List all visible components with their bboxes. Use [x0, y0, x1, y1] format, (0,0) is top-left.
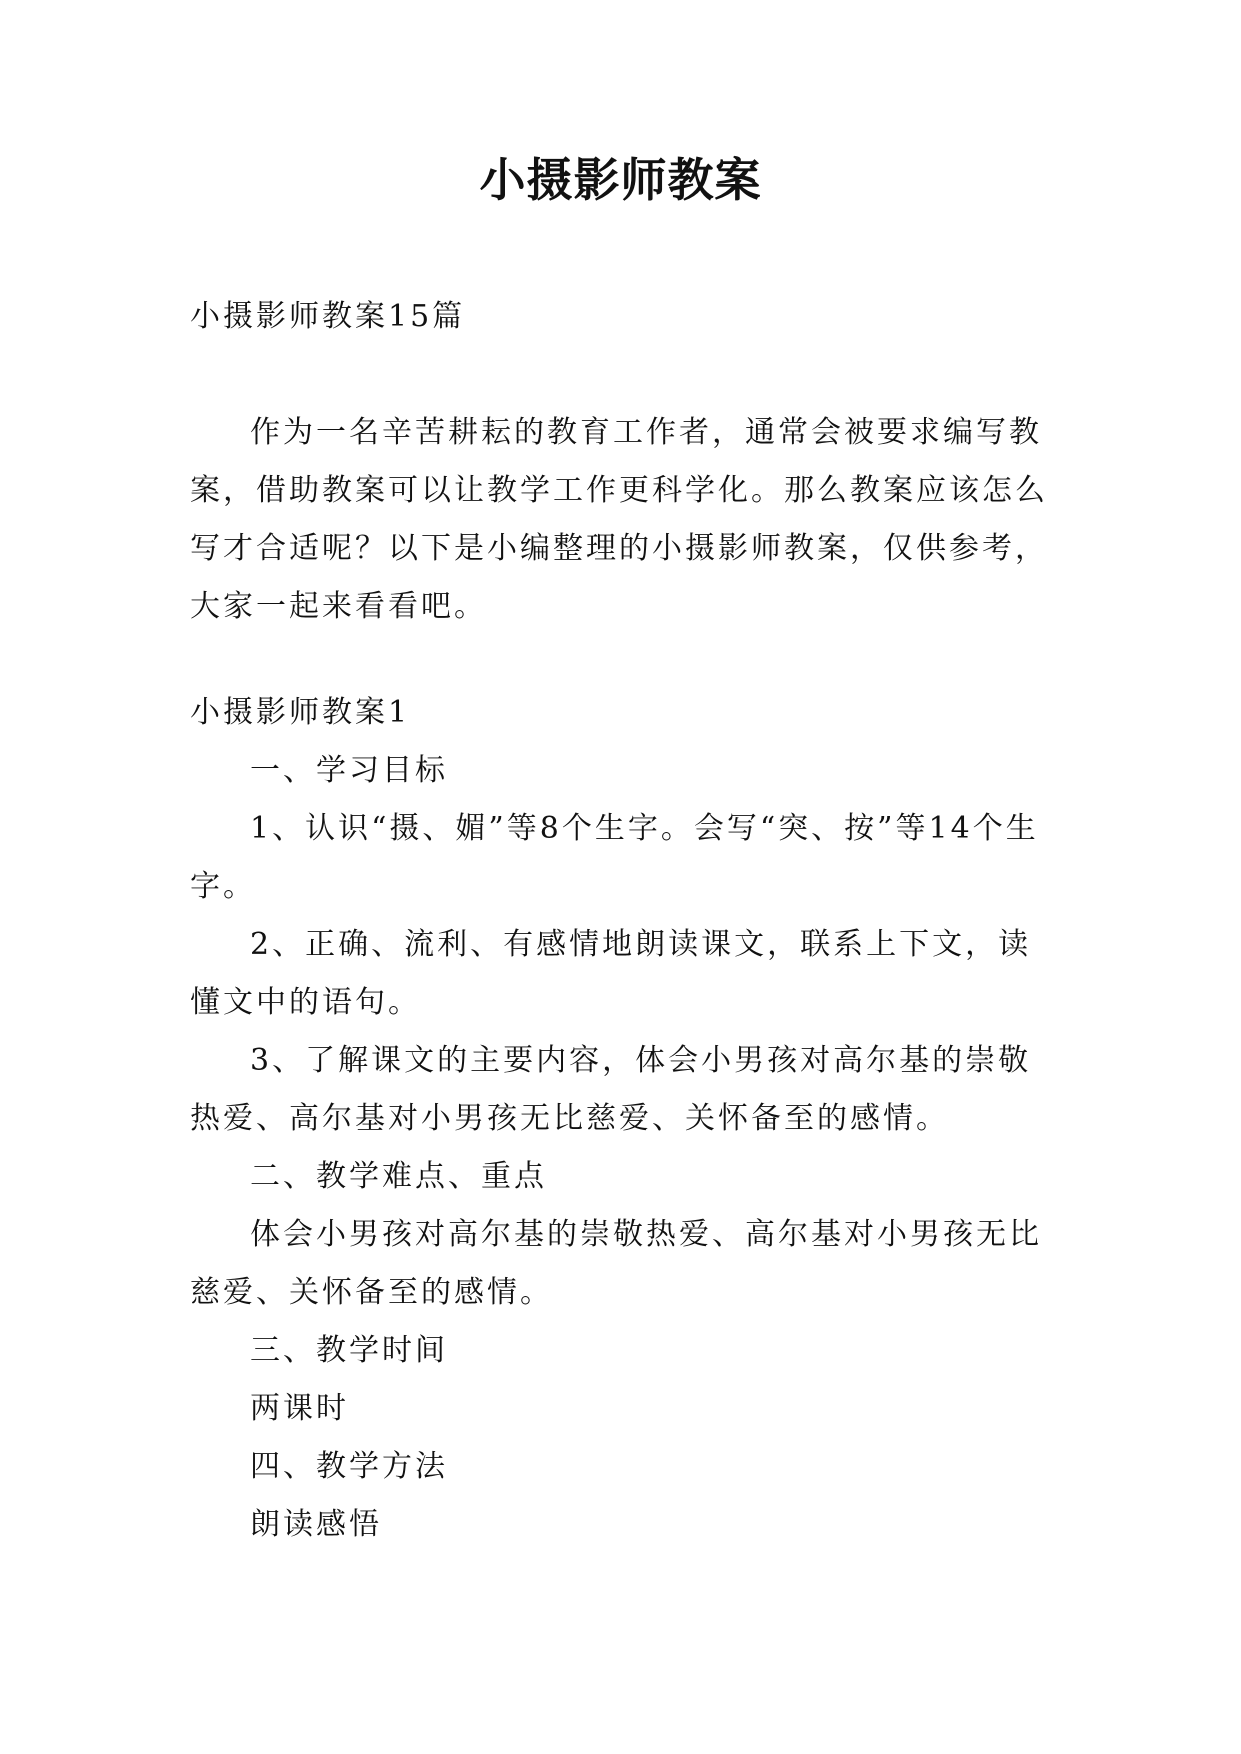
goal-item-1: 1、认识“摄、媚”等8个生字。会写“突、按”等14个生字。 — [190, 811, 1039, 904]
heading-teaching-method: 四、教学方法 — [250, 1449, 448, 1484]
heading-learning-goals: 一、学习目标 — [250, 753, 448, 788]
document-body — [190, 288, 1052, 1554]
goal-item-3: 3、了解课文的主要内容，体会小男孩对高尔基的崇敬热爱、高尔基对小男孩无比慈爱、关怀备至的感情。 — [190, 1043, 1032, 1136]
section-heading: 小摄影师教案1 — [190, 695, 411, 730]
key-points-text: 体会小男孩对高尔基的崇敬热爱、高尔基对小男孩无比慈爱、关怀备至的感情。 — [190, 1217, 1042, 1310]
goal-item-2: 2、正确、流利、有感情地朗读课文，联系上下文，读懂文中的语句。 — [190, 927, 1032, 1020]
spacer — [190, 346, 1052, 404]
heading-teaching-time: 三、教学时间 — [250, 1333, 448, 1368]
intro-paragraph: 作为一名辛苦耕耘的教育工作者，通常会被要求编写教案，借助教案可以让教学工作更科学化。那么教案应该怎么写才合适呢？以下是小编整理的小摄影师教案，仅供参考，大家一起来看看吧。 — [190, 415, 1048, 624]
teaching-time-text: 两课时 — [250, 1391, 349, 1426]
heading-key-points: 二、教学难点、重点 — [250, 1159, 547, 1194]
document-title: 小摄影师教案 — [479, 153, 762, 207]
document-subtitle: 小摄影师教案15篇 — [190, 299, 466, 334]
spacer — [190, 636, 1052, 684]
teaching-method-text: 朗读感悟 — [250, 1507, 382, 1542]
